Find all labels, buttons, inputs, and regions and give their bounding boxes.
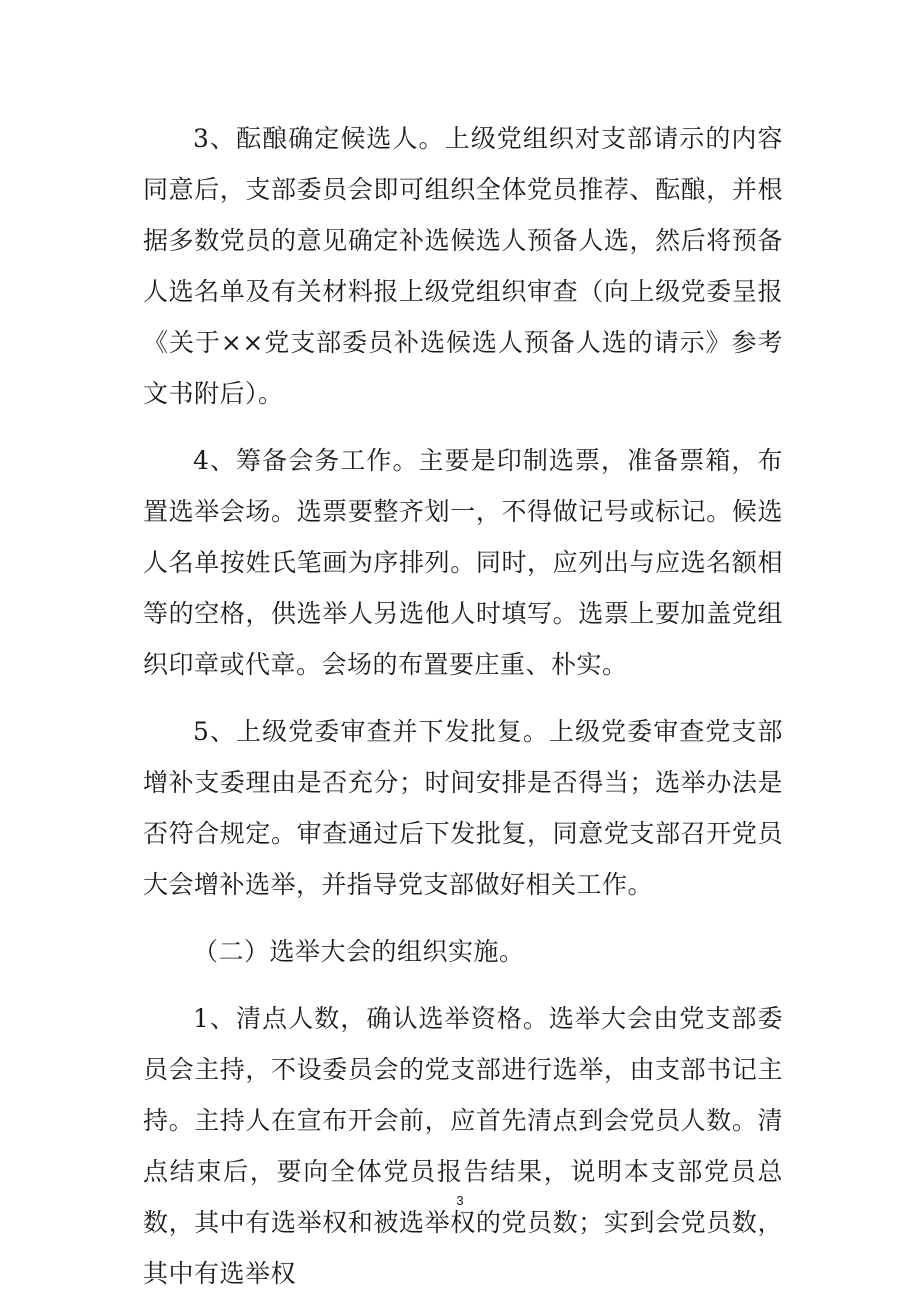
document-body: [143, 113, 783, 1315]
page-number: 3: [456, 1193, 464, 1208]
section-heading-election-meeting: （二）选举大会的组织实施。: [193, 937, 525, 966]
paragraph-headcount: 1、清点人数，确认选举资格。选举大会由党支部委员会主持，不设委员会的党支部进行选举，由支部书记主持。主持人在宣布开会前，应首先清点到会党员人数。清点结束后，要向全体党员报告结果，说明本支部党员总数，其中有选举权和被选举权的党员数；实到会党员数，其中有选举权: [143, 1004, 783, 1288]
paragraph-candidate-selection: 3、酝酿确定候选人。上级党组织对支部请示的内容同意后，支部委员会即可组织全体党员推荐、酝酿，并根据多数党员的意见确定补选候选人预备人选，然后将预备人选名单及有关材料报上级党组织审查（向上级党委呈报《关于××党支部委员补选候选人预备人选的请示》参考文书附后）。: [143, 124, 783, 408]
paragraph-approval-review: 5、上级党委审查并下发批复。上级党委审查党支部增补支委理由是否充分；时间安排是否得当；选举办法是否符合规定。审查通过后下发批复，同意党支部召开党员大会增补选举，并指导党支部做好相关工作。: [143, 717, 783, 899]
paragraph-meeting-preparation: 4、筹备会务工作。主要是印制选票，准备票箱，布置选举会场。选票要整齐划一，不得做记号或标记。候选人名单按姓氏笔画为序排列。同时，应列出与应选名额相等的空格，供选举人另选他人时填写。选票上要加盖党组织印章或代章。会场的布置要庄重、朴实。: [143, 446, 783, 679]
